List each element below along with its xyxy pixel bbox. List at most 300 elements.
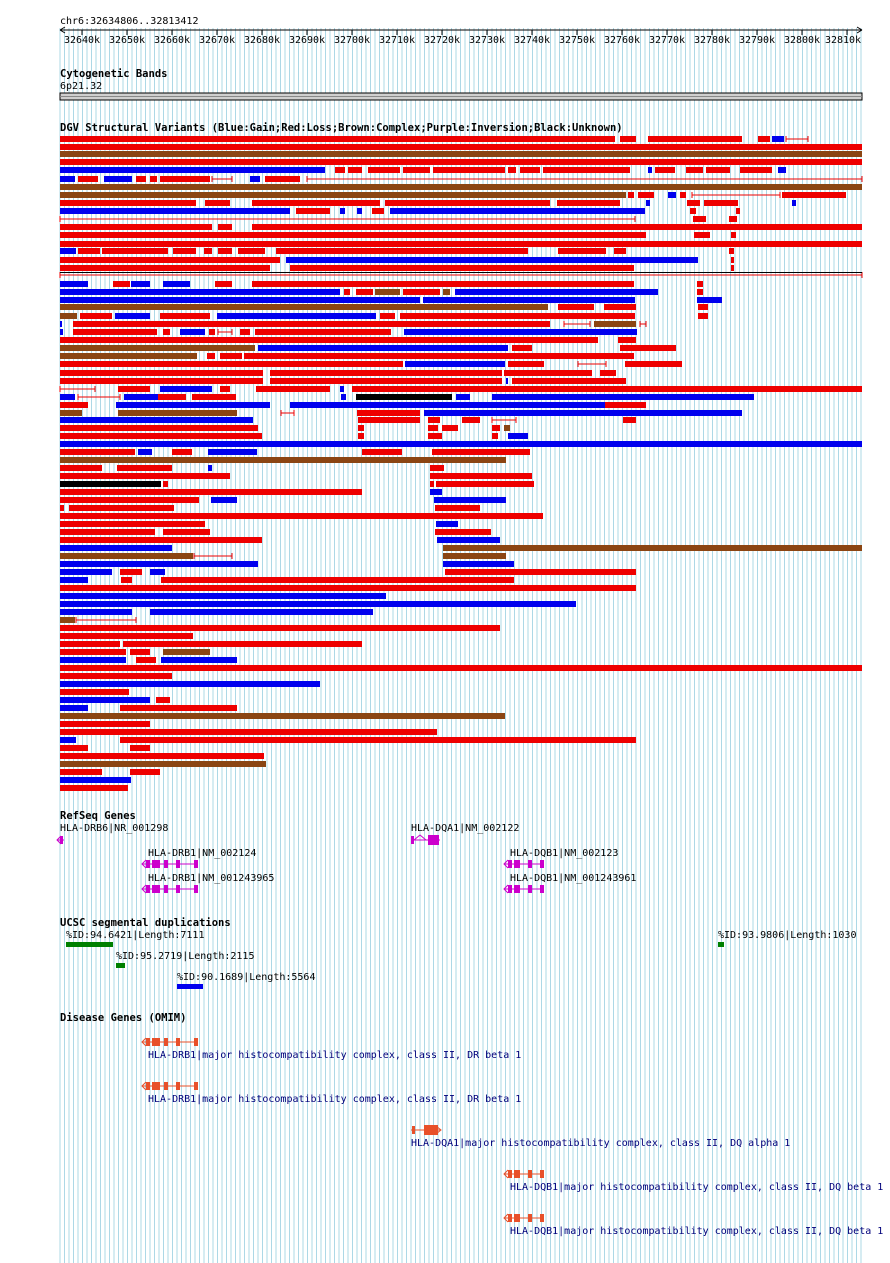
track-title-dgv[interactable]: DGV Structural Variants (Blue:Gain;Red:Loss;Brown:Complex;Purple:Inversion;Black:Unknown) [60,122,623,134]
ruler-tick: 32800k [783,35,821,46]
dgv-variant [620,136,636,142]
dgv-variant [60,433,262,439]
dgv-variant [124,394,158,400]
dgv-variant [357,208,362,214]
dgv-variant [160,176,210,182]
dgv-variant [433,167,505,173]
dgv-variant [443,545,862,551]
dgv-variant [506,378,508,384]
dgv-variant [60,457,506,463]
refseq-gene-exon [194,860,198,868]
dgv-variant [668,192,676,198]
omim-gene-label[interactable]: HLA-DQB1|major histocompatibility complex, class II, DQ beta 1 [510,1182,884,1193]
dgv-variant [435,505,480,511]
omim-gene-exon [514,1170,520,1178]
dgv-variant [690,208,696,214]
dgv-variant [655,167,675,173]
dgv-variant [543,167,630,173]
dgv-variant [60,505,64,511]
dgv-variant [455,289,658,295]
dgv-variant [60,641,120,647]
dgv-variant [731,232,736,238]
dgv-variant [208,465,212,471]
ruler-tick: 32670k [198,35,236,46]
ruler-tick: 32810k [824,35,862,46]
dgv-variant [60,553,193,559]
dgv-variant [403,167,430,173]
dgv-variant [758,136,770,142]
dgv-variant [430,465,444,471]
dgv-variant [443,561,514,567]
dgv-variant [693,216,706,222]
dgv-variant [60,673,172,679]
omim-gene-label[interactable]: HLA-DQA1|major histocompatibility complex, class II, DQ alpha 1 [411,1138,791,1149]
refseq-gene-label[interactable]: HLA-DQA1|NM_002122 [411,823,520,834]
omim-gene-exon [146,1038,150,1046]
dgv-variant [60,769,102,775]
ruler-tick: 32710k [378,35,416,46]
segdup-block [66,942,113,947]
dgv-variant [492,394,754,400]
dgv-variant [217,313,376,319]
omim-gene-label[interactable]: HLA-DRB1|major histocompatibility complex, class II, DR beta 1 [148,1050,522,1061]
dgv-variant [60,737,76,743]
omim-gene-exon [540,1214,544,1222]
omim-gene-exon [528,1170,532,1178]
dgv-variant [220,386,230,392]
dgv-variant [792,200,796,206]
omim-gene-exon [146,1082,150,1090]
dgv-variant [340,386,344,392]
dgv-variant [208,449,257,455]
dgv-variant [687,200,700,206]
dgv-variant [218,248,232,254]
dgv-variant [335,167,345,173]
dgv-variant [432,449,530,455]
dgv-variant [205,200,230,206]
dgv-variant [698,313,708,319]
dgv-variant [209,329,215,335]
dgv-variant [435,529,491,535]
dgv-variant [118,386,150,392]
dgv-variant [60,745,88,751]
dgv-variant [731,257,734,263]
ruler-tick: 32740k [513,35,551,46]
dgv-variant [648,136,742,142]
dgv-variant [442,425,458,431]
dgv-variant [638,192,654,198]
dgv-variant [130,769,160,775]
dgv-variant [704,200,738,206]
ruler-tick: 32690k [288,35,326,46]
dgv-variant [60,337,598,343]
dgv-variant [163,529,210,535]
dgv-variant [290,265,634,271]
dgv-variant [358,425,364,431]
dgv-variant [60,617,75,623]
dgv-variant [163,649,210,655]
dgv-variant [286,257,698,263]
dgv-variant [778,167,786,173]
dgv-variant [60,257,280,263]
dgv-variant [138,449,152,455]
dgv-variant [290,402,608,408]
dgv-variant [60,321,62,327]
dgv-variant [428,433,442,439]
dgv-variant [207,353,215,359]
dgv-variant [60,378,263,384]
ruler-tick: 32640k [63,35,101,46]
dgv-variant [117,465,172,471]
dgv-variant [60,265,270,271]
dgv-variant [782,192,846,198]
dgv-variant [211,497,237,503]
dgv-variant [270,370,502,376]
dgv-variant [220,353,242,359]
position-label: chr6:32634806..32813412 [60,16,199,27]
dgv-variant [60,537,262,543]
dgv-variant [60,449,135,455]
dgv-variant [504,425,510,431]
dgv-variant [729,216,737,222]
dgv-variant [445,569,636,575]
refseq-gene-exon [152,885,160,893]
dgv-variant [628,192,634,198]
dgv-variant [60,402,88,408]
dgv-variant [694,232,710,238]
dgv-variant [698,304,708,310]
track-title-refseq[interactable]: RefSeq Genes [60,810,136,822]
dgv-variant [341,394,346,400]
dgv-variant [150,609,373,615]
dgv-variant [60,489,362,495]
segdup-label[interactable]: %ID:95.2719|Length:2115 [116,951,255,962]
dgv-variant [623,417,636,423]
refseq-gene-label[interactable]: HLA-DQB1|NM_001243961 [510,873,637,884]
dgv-variant [60,465,102,471]
dgv-variant [60,721,150,727]
dgv-variant [605,402,646,408]
segdup-block [718,942,724,947]
ruler-tick: 32750k [558,35,596,46]
dgv-variant [428,425,438,431]
dgv-variant [618,337,636,343]
dgv-variant [697,289,703,295]
refseq-gene-exon [411,836,414,844]
dgv-variant [60,184,862,190]
dgv-variant [60,513,543,519]
dgv-variant [250,176,260,182]
ruler-tick: 32720k [423,35,461,46]
dgv-variant [504,370,592,376]
dgv-variant [697,297,722,303]
dgv-variant [60,497,199,503]
dgv-variant [120,737,636,743]
dgv-variant [130,649,150,655]
dgv-variant [120,705,237,711]
refseq-gene-exon [152,860,160,868]
dgv-variant [265,176,300,182]
dgv-variant [706,167,730,173]
refseq-gene-label[interactable]: HLA-DRB1|NM_001243965 [148,873,275,884]
dgv-variant [400,313,635,319]
dgv-variant [78,248,100,254]
dgv-variant [60,353,197,359]
dgv-variant [161,577,514,583]
dgv-variant [508,361,544,367]
dgv-variant [118,410,237,416]
refseq-gene-exon [540,885,544,893]
ruler-tick: 32730k [468,35,506,46]
dgv-variant [60,705,88,711]
refseq-gene-exon [540,860,544,868]
dgv-variant [136,176,146,182]
refseq-gene-exon [528,860,532,868]
segdup-label[interactable]: %ID:90.1689|Length:5564 [177,972,316,983]
dgv-variant [204,248,212,254]
dgv-variant [340,208,345,214]
dgv-variant [104,176,132,182]
segdup-label[interactable]: %ID:94.6421|Length:7111 [66,930,205,941]
omim-gene-exon [176,1038,180,1046]
dgv-variant [252,281,634,287]
dgv-variant [731,265,734,271]
dgv-variant [60,167,325,173]
refseq-gene-exon [146,885,150,893]
dgv-variant [620,345,676,351]
refseq-gene-exon [528,885,532,893]
dgv-variant [558,248,606,254]
omim-gene-exon [528,1214,532,1222]
dgv-variant [192,394,236,400]
dgv-variant [424,410,742,416]
omim-gene-exon [194,1082,198,1090]
dgv-variant [60,151,862,157]
dgv-variant [121,577,132,583]
refseq-gene-exon [176,860,180,868]
dgv-variant [436,481,534,487]
dgv-variant [130,745,150,751]
dgv-variant [60,545,172,551]
dgv-variant [557,200,620,206]
dgv-variant [156,697,170,703]
refseq-gene-exon [146,860,150,868]
dgv-variant [697,281,703,287]
dgv-variant [120,569,142,575]
dgv-variant [60,609,132,615]
dgv-variant [462,417,480,423]
dgv-variant [252,200,380,206]
dgv-variant [218,224,232,230]
dgv-variant [443,289,450,295]
refseq-gene-exon [508,860,512,868]
dgv-variant [512,345,532,351]
dgv-variant [113,281,130,287]
dgv-variant [60,473,230,479]
dgv-variant [348,167,362,173]
dgv-variant [163,281,190,287]
dgv-variant [60,248,76,254]
dgv-variant [60,729,437,735]
omim-gene-exon [152,1082,160,1090]
dgv-variant [390,208,645,214]
dgv-variant [115,313,150,319]
refseq-gene-label[interactable]: HLA-DRB1|NM_002124 [148,848,257,859]
dgv-variant [244,353,634,359]
dgv-variant [60,753,264,759]
dgv-variant [60,289,340,295]
ruler-tick: 32700k [333,35,371,46]
dgv-variant [60,697,150,703]
dgv-variant [625,361,682,367]
dgv-variant [173,248,196,254]
dgv-variant [434,497,506,503]
dgv-variant [372,208,384,214]
omim-gene-exon [514,1214,520,1222]
dgv-variant [356,394,452,400]
dgv-variant [150,569,165,575]
refseq-gene-exon [514,885,520,893]
dgv-variant [296,208,330,214]
dgv-variant [160,386,212,392]
omim-gene-exon [508,1170,512,1178]
dgv-variant [60,304,548,310]
dgv-variant [60,657,126,663]
dgv-variant [252,224,862,230]
dgv-variant [256,386,330,392]
dgv-variant [60,281,88,287]
omim-gene-exon [164,1082,168,1090]
dgv-variant [123,641,362,647]
dgv-variant [69,505,174,511]
dgv-variant [594,321,636,327]
track-title-cytobands[interactable]: Cytogenetic Bands [60,68,168,80]
refseq-gene-exon [508,885,512,893]
track-title-omim[interactable]: Disease Genes (OMIM) [60,1012,187,1024]
dgv-variant [60,649,126,655]
dgv-variant [60,136,615,142]
ruler-tick: 32650k [108,35,146,46]
dgv-variant [60,561,258,567]
dgv-variant [73,329,157,335]
dgv-variant [403,289,440,295]
dgv-variant [180,329,205,335]
dgv-variant [60,601,576,607]
dgv-variant [60,665,862,671]
dgv-variant [686,167,703,173]
dgv-variant [385,200,550,206]
dgv-variant [60,394,75,400]
ruler-tick: 32680k [243,35,281,46]
dgv-variant [368,167,400,173]
segdup-block [177,984,203,989]
dgv-variant [508,433,528,439]
dgv-variant [508,167,516,173]
omim-gene-label[interactable]: HLA-DQB1|major histocompatibility complex, class II, DQ beta 1 [510,1226,884,1237]
ruler-tick: 32780k [693,35,731,46]
dgv-variant [258,345,508,351]
dgv-variant [492,425,500,431]
dgv-variant [60,329,63,335]
dgv-variant [60,224,212,230]
ruler-tick: 32660k [153,35,191,46]
refseq-gene-exon [428,835,439,845]
dgv-variant [60,689,129,695]
dgv-variant [356,289,373,295]
dgv-variant [60,417,253,423]
dgv-variant [60,176,75,182]
dgv-variant [172,449,192,455]
dgv-variant [60,200,196,206]
dgv-variant [60,777,131,783]
dgv-variant [60,144,862,150]
dgv-variant [60,521,205,527]
dgv-variant [102,248,168,254]
dgv-variant [60,633,193,639]
dgv-variant [520,167,540,173]
dgv-variant [428,417,440,423]
dgv-variant [60,159,862,165]
dgv-variant [405,361,505,367]
dgv-variant [131,281,150,287]
segdup-label[interactable]: %ID:93.9806|Length:1030 [718,930,857,941]
dgv-variant [443,553,506,559]
dgv-variant [78,176,98,182]
omim-gene-exon [508,1214,512,1222]
refseq-gene-exon [194,885,198,893]
dgv-variant [60,345,255,351]
dgv-variant [60,681,320,687]
omim-gene-exon [176,1082,180,1090]
dgv-variant [60,529,155,535]
dgv-variant [430,489,442,495]
dgv-variant [357,410,420,416]
ruler-tick: 32770k [648,35,686,46]
dgv-variant [60,585,636,591]
dgv-variant [60,370,263,376]
dgv-variant [60,625,500,631]
refseq-gene-exon [176,885,180,893]
segdup-block [116,963,125,968]
dgv-variant [60,441,862,447]
dgv-variant [456,394,470,400]
dgv-variant [512,378,626,384]
dgv-variant [430,473,532,479]
dgv-variant [60,577,88,583]
dgv-variant [600,370,616,376]
refseq-gene-label[interactable]: HLA-DRB6|NR_001298 [60,823,169,834]
ruler-tick: 32760k [603,35,641,46]
dgv-variant [404,329,637,335]
dgv-variant [161,657,237,663]
dgv-variant [60,208,290,214]
omim-gene-label[interactable]: HLA-DRB1|major histocompatibility complex, class II, DR beta 1 [148,1094,522,1105]
dgv-variant [492,433,498,439]
cytoband-label: 6p21.32 [60,81,103,92]
dgv-variant [240,329,250,335]
dgv-variant [60,481,161,487]
dgv-variant [60,241,862,247]
dgv-variant [729,248,734,254]
track-title-segdup[interactable]: UCSC segmental duplications [60,917,231,929]
refseq-gene-label[interactable]: HLA-DQB1|NM_002123 [510,848,619,859]
dgv-variant [163,329,170,335]
dgv-variant [60,761,266,767]
dgv-variant [358,433,364,439]
dgv-variant [60,313,77,319]
dgv-variant [215,281,232,287]
dgv-variant [614,248,626,254]
